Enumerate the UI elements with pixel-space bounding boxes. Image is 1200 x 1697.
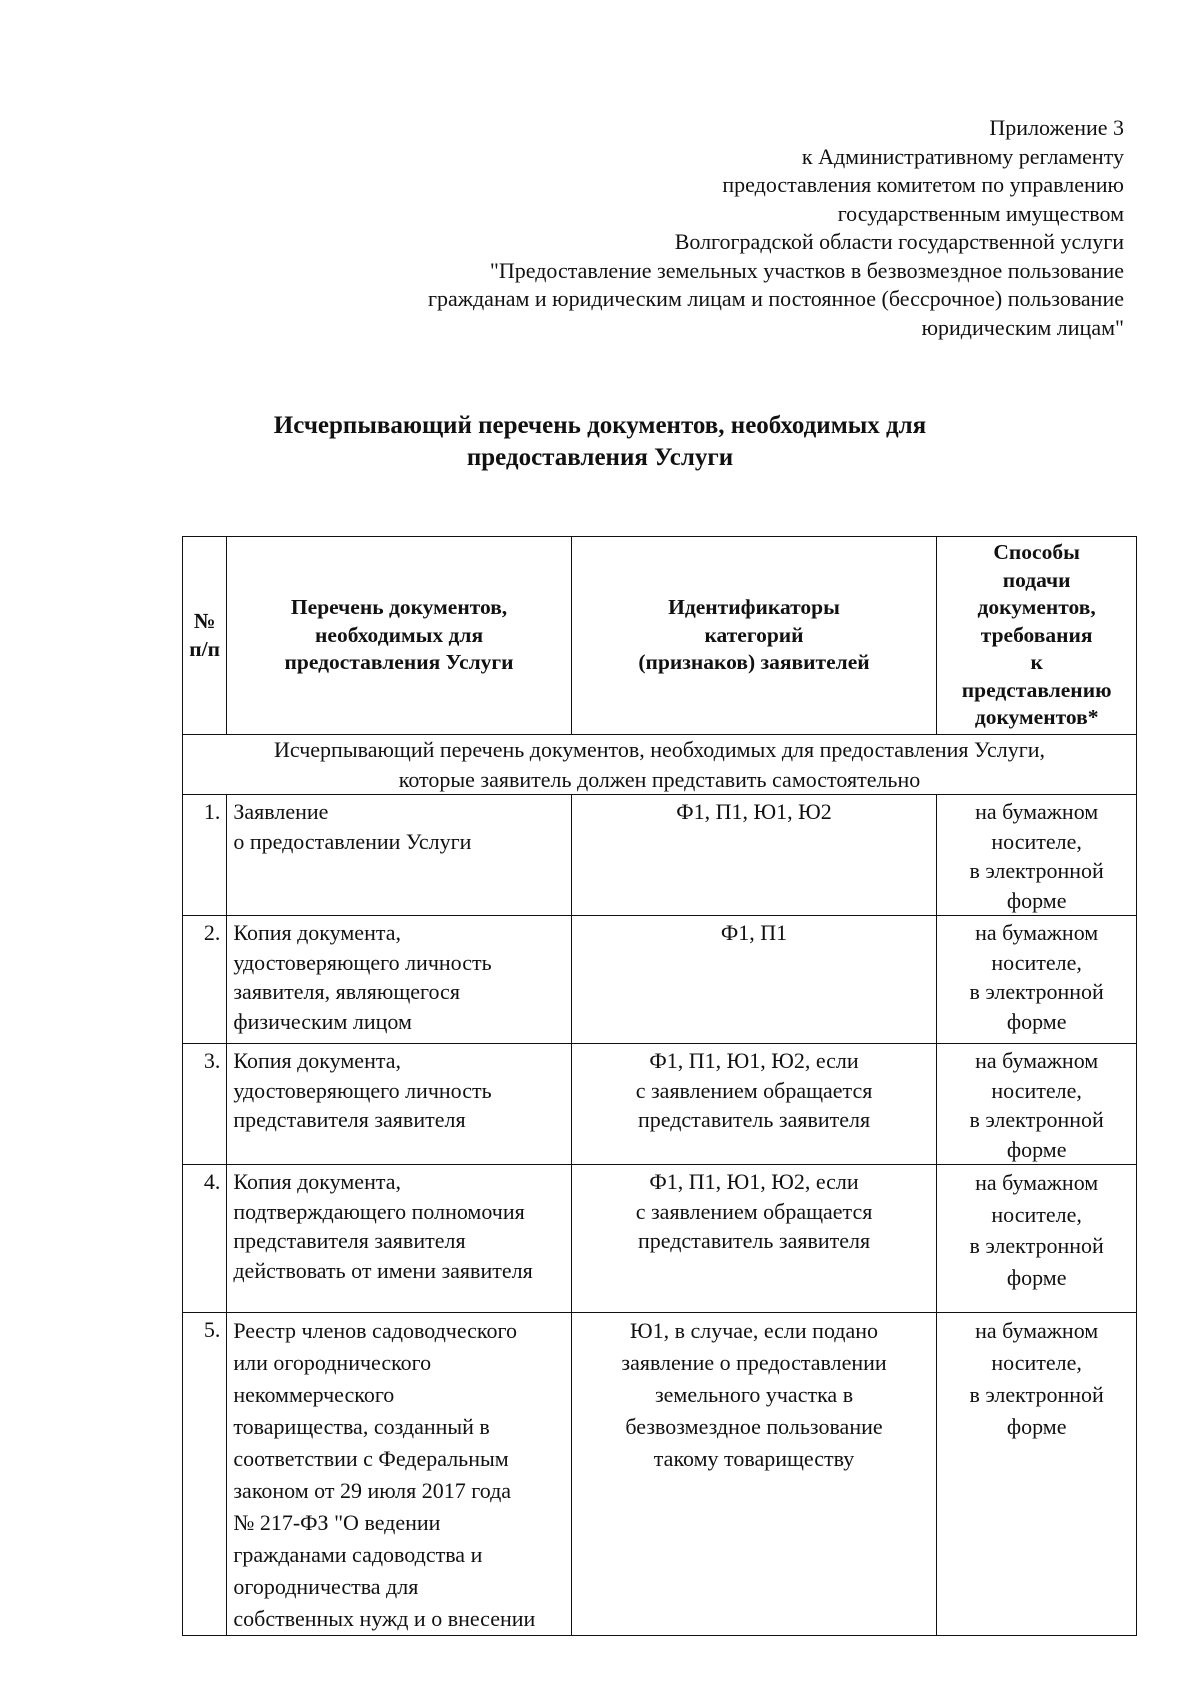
- doc-line: представителя заявителя: [233, 1228, 466, 1253]
- ways-line: форме: [1006, 1136, 1067, 1162]
- ids-line: представитель заявителя: [637, 1228, 871, 1253]
- doc-line: соответствии с Федеральным: [233, 1446, 509, 1471]
- table-section-row: [183, 735, 1137, 795]
- title-line: предоставления Услуги: [466, 444, 734, 471]
- document-title: [0, 410, 1200, 474]
- ways-line: на бумажном: [975, 1170, 1099, 1195]
- doc-line: или огороднического: [233, 1350, 432, 1375]
- ids-line: такому товариществу: [653, 1446, 855, 1471]
- ways-line: на бумажном: [975, 1048, 1099, 1073]
- header-ways-line: требования: [980, 622, 1093, 647]
- header-docs-line: необходимых для: [315, 622, 484, 647]
- row-submission-methods: [937, 916, 1137, 1044]
- header-num-line: п/п: [189, 636, 221, 661]
- row-identifiers: [571, 916, 937, 1044]
- doc-line: Копия документа,: [233, 1048, 401, 1073]
- doc-line: подтверждающего полномочия: [233, 1198, 525, 1224]
- appendix-line: Волгоградской области государственной услуги: [674, 229, 1124, 254]
- doc-line: товарищества, созданный в: [233, 1414, 490, 1439]
- doc-line: действовать от имени заявителя: [233, 1257, 533, 1283]
- ways-line: форме: [1006, 1414, 1067, 1439]
- row-submission-methods: [937, 1044, 1137, 1165]
- table-row: [183, 1044, 1137, 1165]
- doc-line: № 217-ФЗ "О ведении: [233, 1510, 441, 1535]
- header-ways-line: к: [1030, 650, 1043, 675]
- appendix-line: "Предоставление земельных участков в безвозмездное пользование: [489, 257, 1124, 283]
- ways-line: на бумажном: [975, 799, 1099, 824]
- ways-line: носителе,: [991, 1201, 1082, 1227]
- table-row: [183, 795, 1137, 916]
- appendix-line: к Административному регламенту: [801, 143, 1124, 169]
- header-ids-line: Идентификаторы: [668, 595, 840, 620]
- row-number: 2.: [183, 916, 227, 1044]
- ways-line: форме: [1006, 1264, 1067, 1290]
- doc-line: удостоверяющего личность: [233, 1077, 492, 1103]
- row-number: 4.: [183, 1165, 227, 1313]
- header-documents: [227, 537, 571, 735]
- doc-line: заявителя, являющегося: [233, 979, 460, 1004]
- header-ids-line: (признаков) заявителей: [638, 650, 870, 675]
- row-document: [227, 1313, 571, 1636]
- ways-line: в электронной: [969, 858, 1104, 883]
- doc-line: гражданами садоводства и: [233, 1542, 483, 1567]
- ids-line: земельного участка в: [654, 1382, 854, 1407]
- header-ids-line: категорий: [704, 622, 804, 647]
- doc-line: Копия документа,: [233, 1169, 401, 1194]
- section-heading: [183, 735, 1137, 795]
- appendix-line: государственным имуществом: [837, 200, 1124, 226]
- header-ways-line: Способы: [993, 540, 1080, 565]
- title-line: Исчерпывающий перечень документов, необходимых для: [273, 412, 927, 439]
- section-line: Исчерпывающий перечень документов, необходимых для предоставления Услуги,: [274, 737, 1045, 762]
- header-submission-methods: [937, 537, 1137, 735]
- documents-table: [182, 536, 1137, 1636]
- ids-line: Ф1, П1: [720, 920, 788, 945]
- doc-line: физическим лицом: [233, 1008, 412, 1034]
- ids-line: Ю1, в случае, если подано: [630, 1318, 879, 1343]
- table-header-row: [183, 537, 1137, 735]
- header-num-line: №: [193, 609, 216, 633]
- row-submission-methods: [937, 1165, 1137, 1313]
- row-identifiers: [571, 1044, 937, 1165]
- ids-line: представитель заявителя: [637, 1107, 871, 1132]
- header-ways-line: подачи: [1002, 567, 1071, 592]
- table-row: [183, 1313, 1137, 1636]
- row-document: [227, 1165, 571, 1313]
- ways-line: носителе,: [991, 828, 1082, 854]
- header-ways-line: представлению: [961, 677, 1112, 702]
- header-docs-line: Перечень документов,: [290, 595, 508, 620]
- ways-line: в электронной: [969, 1233, 1104, 1258]
- doc-line: законом от 29 июля 2017 года: [233, 1478, 512, 1503]
- appendix-line: предоставления комитетом по управлению: [722, 172, 1124, 197]
- ids-line: с заявлением обращается: [635, 1077, 873, 1103]
- row-submission-methods: [937, 795, 1137, 916]
- row-submission-methods: [937, 1313, 1137, 1636]
- row-document: [227, 1044, 571, 1165]
- ways-line: на бумажном: [975, 920, 1099, 945]
- header-identifiers: [571, 537, 937, 735]
- appendix-header: [224, 114, 1124, 342]
- table-row: [183, 1165, 1137, 1313]
- ways-line: форме: [1006, 887, 1067, 913]
- appendix-line: Приложение 3: [989, 115, 1124, 140]
- doc-line: Заявление: [233, 799, 329, 824]
- doc-line: Реестр членов садоводческого: [233, 1318, 517, 1343]
- row-identifiers: [571, 1313, 937, 1636]
- header-ways-line: документов,: [977, 595, 1096, 620]
- ids-line: заявление о предоставлении: [621, 1350, 887, 1375]
- doc-line: Копия документа,: [233, 920, 401, 945]
- header-docs-line: предоставления Услуги: [284, 650, 514, 675]
- ways-line: на бумажном: [975, 1318, 1099, 1343]
- appendix-line: гражданам и юридическим лицам и постоянное (бессрочное) пользование: [428, 286, 1124, 311]
- ids-line: безвозмездное пользование: [625, 1414, 883, 1439]
- ids-line: Ф1, П1, Ю1, Ю2: [676, 799, 832, 824]
- row-number: 1.: [183, 795, 227, 916]
- ids-line: Ф1, П1, Ю1, Ю2, если: [649, 1048, 859, 1073]
- doc-line: огородничества для: [233, 1574, 419, 1599]
- doc-line: удостоверяющего личность: [233, 949, 492, 975]
- ways-line: в электронной: [969, 1107, 1104, 1132]
- ways-line: в электронной: [969, 979, 1104, 1004]
- row-identifiers: [571, 1165, 937, 1313]
- ways-line: в электронной: [969, 1382, 1104, 1407]
- row-identifiers: [571, 795, 937, 916]
- ways-line: носителе,: [991, 1077, 1082, 1103]
- header-num: [183, 537, 227, 735]
- ids-line: Ф1, П1, Ю1, Ю2, если: [649, 1169, 859, 1194]
- section-line: которые заявитель должен представить самостоятельно: [398, 766, 921, 792]
- doc-line: собственных нужд и о внесении: [233, 1606, 536, 1631]
- appendix-line: юридическим лицам": [921, 314, 1124, 340]
- ids-line: с заявлением обращается: [635, 1198, 873, 1224]
- ways-line: носителе,: [991, 1350, 1082, 1375]
- row-document: [227, 916, 571, 1044]
- header-ways-line: документов*: [974, 705, 1099, 730]
- doc-line: некоммерческого: [233, 1382, 395, 1407]
- table-row: [183, 916, 1137, 1044]
- ways-line: носителе,: [991, 949, 1082, 975]
- doc-line: о предоставлении Услуги: [233, 828, 472, 854]
- doc-line: представителя заявителя: [233, 1107, 466, 1132]
- row-number: 5.: [183, 1313, 227, 1636]
- ways-line: форме: [1006, 1008, 1067, 1034]
- row-number: 3.: [183, 1044, 227, 1165]
- row-document: [227, 795, 571, 916]
